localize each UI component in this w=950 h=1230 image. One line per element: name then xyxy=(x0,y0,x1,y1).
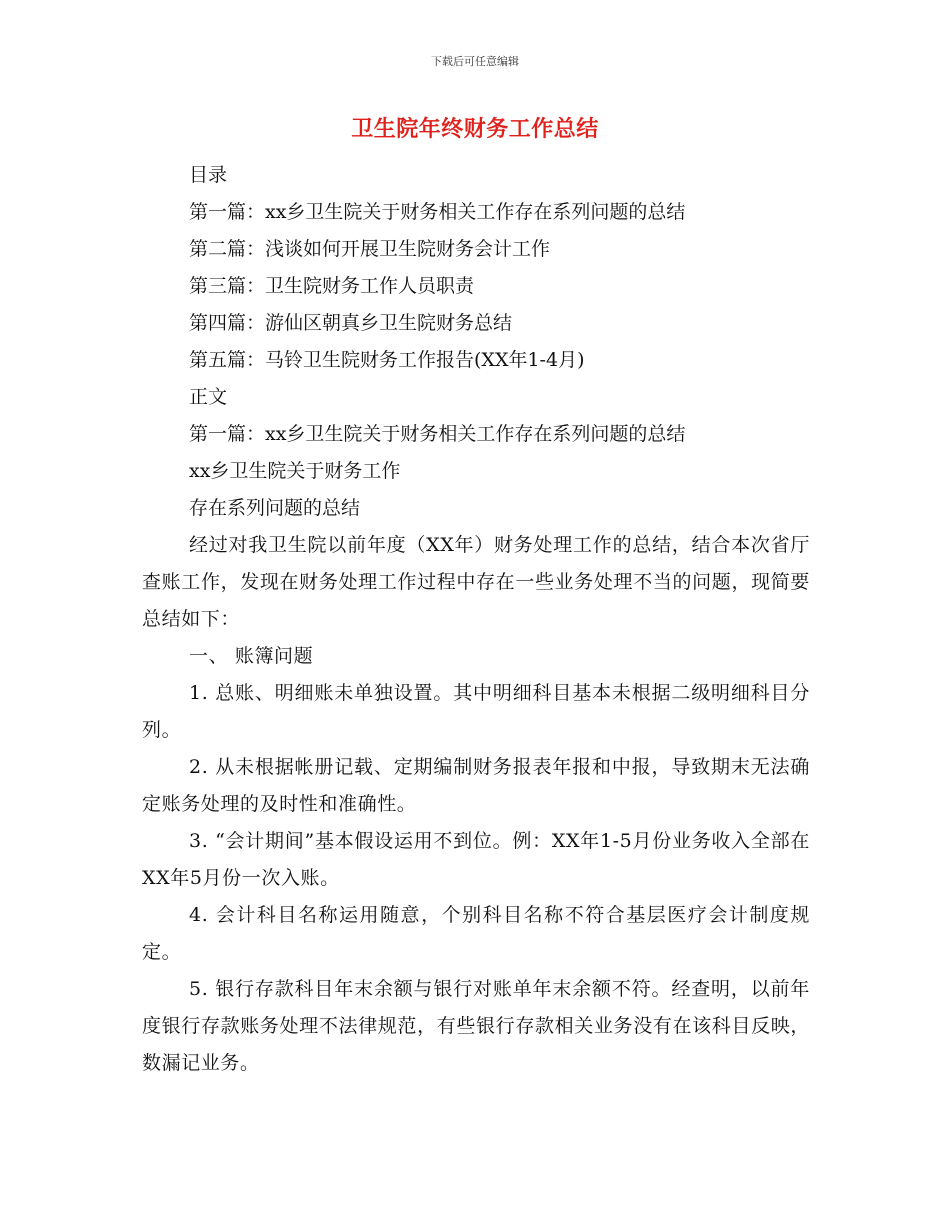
list-item-4: 4. 会计科目名称运用随意，个别科目名称不符合基层医疗会计制度规定。 xyxy=(142,904,810,963)
toc-item-3: 第三篇：卫生院财务工作人员职责 xyxy=(189,275,475,297)
subtitle-line-2: 存在系列问题的总结 xyxy=(189,497,361,519)
subtitle-line-1: xx乡卫生院关于财务工作 xyxy=(189,460,401,482)
toc-item-5: 第五篇：马铃卫生院财务工作报告(XX年1-4月) xyxy=(189,349,585,371)
document-body xyxy=(142,157,810,1082)
toc-heading: 目录 xyxy=(189,164,228,186)
intro-paragraph: 经过对我卫生院以前年度（XX年）财务处理工作的总结，结合本次省厅查账工作，发现在财务处理工作过程中存在一些业务处理不当的问题，现简要总结如下： xyxy=(142,534,810,630)
list-item-5: 5. 银行存款科目年末余额与银行对账单年末余额不符。经查明，以前年度银行存款账务处理不法律规范，有些银行存款相关业务没有在该科目反映，数漏记业务。 xyxy=(142,978,810,1074)
body-heading: 正文 xyxy=(189,386,228,408)
header-note: 下载后可任意编辑 xyxy=(431,55,519,68)
document-title: 卫生院年终财务工作总结 xyxy=(351,117,599,142)
toc-item-1: 第一篇：xx乡卫生院关于财务相关工作存在系列问题的总结 xyxy=(189,201,686,223)
toc-item-4: 第四篇：游仙区朝真乡卫生院财务总结 xyxy=(189,312,513,334)
toc-item-2: 第二篇：浅谈如何开展卫生院财务会计工作 xyxy=(189,238,551,260)
list-item-1: 1. 总账、明细账未单独设置。其中明细科目基本未根据二级明细科目分列。 xyxy=(142,682,810,741)
list-item-2: 2. 从未根据帐册记载、定期编制财务报表年报和中报，导致期末无法确定账务处理的及时性和准确性。 xyxy=(142,756,810,815)
list-item-3: 3. “会计期间”基本假设运用不到位。例：XX年1-5月份业务收入全部在XX年5月份一次入账。 xyxy=(142,830,810,889)
section-one-heading: 一、 账簿问题 xyxy=(189,645,314,667)
section-heading: 第一篇：xx乡卫生院关于财务相关工作存在系列问题的总结 xyxy=(189,423,686,445)
